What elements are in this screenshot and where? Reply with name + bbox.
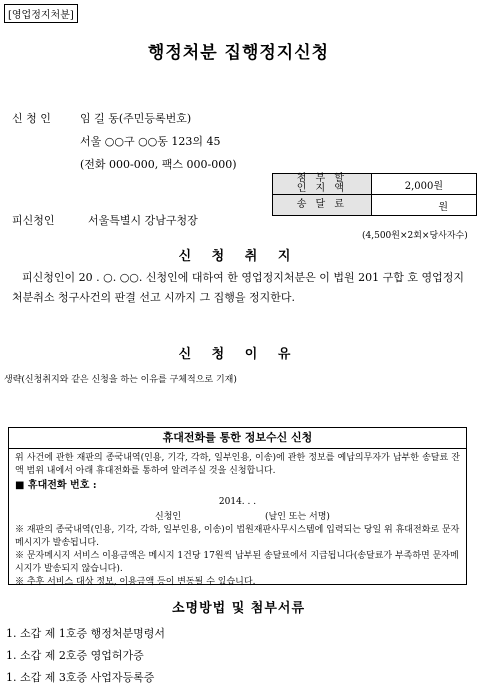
mobile-note-2: ※ 문자메시지 서비스 이용금액은 메시지 1건당 17원씩 납부된 송달료에서 지급됩니다(송달료가 부족하면 문자메시지가 발송되지 않습니다).: [15, 551, 459, 574]
purpose-heading: 신 청 취 지: [178, 249, 299, 264]
evidence-item: 1. 소갑 제 1호증 행정처분명령서: [6, 627, 165, 640]
stamp-fee-label-line2: 인 지 액: [296, 183, 348, 194]
mobile-notification-body: [15, 452, 460, 589]
reason-text: 생략(신청취지와 같은 신청을 하는 이유를 구체적으로 기재): [4, 375, 237, 385]
fee-row-service: [273, 195, 477, 216]
document-type-tag: [영업정지처분]: [4, 4, 78, 23]
respondent-label: 피신청인: [12, 214, 55, 227]
stamp-fee-value: 2,000원: [371, 174, 476, 195]
document-title: 행정처분 집행정지신청: [147, 43, 330, 63]
mobile-note-3: ※ 추후 서비스 대상 정보, 이용금액 등이 변동될 수 있습니다.: [15, 577, 256, 587]
signer-label: 신청인: [155, 512, 182, 522]
respondent-name: 서울특별시 강남구청장: [88, 214, 198, 227]
reason-heading: 신 청 이 유: [178, 347, 299, 362]
applicant-contact: (전화 000-000, 팩스 000-000): [80, 158, 237, 171]
seal-note: (날인 또는 서명): [265, 512, 330, 522]
evidence-heading: 소명방법 및 첨부서류: [171, 601, 306, 616]
evidence-item: 1. 소갑 제 3호증 사업자등록증: [6, 671, 155, 684]
applicant-name: 임 길 동(주민등록번호): [80, 112, 192, 125]
phone-number-label: ■ 휴대전화 번호 :: [15, 480, 97, 491]
fee-row-stamp: [273, 174, 477, 195]
stamp-fee-label-line1: 첨 부 할: [296, 173, 348, 184]
applicant-address: 서울 ○○구 ○○동 123의 45: [80, 135, 221, 148]
mobile-intro: 위 사건에 관한 재판의 종국내역(인용, 기각, 각하, 일부인용, 이송)에 관한 정보를 예납의무자가 납부한 송달료 잔액 범위 내에서 아래 휴대전화를 통하여 알려주실 것을 신청합니다.: [15, 453, 460, 476]
evidence-item: 1. 소갑 제 2호증 영업허가증: [6, 649, 144, 662]
purpose-text: 피신청인이 20 . ○. ○○. 신청인에 대하여 한 영업정지처분은 이 법원 201 구합 호 영업정지처분취소 청구사건의 판결 선고 시까지 그 집행을 정지한다.: [12, 271, 465, 304]
signature-line: [15, 511, 460, 524]
stamp-fee-label: [273, 174, 372, 195]
service-fee-value: 원: [371, 195, 476, 216]
service-fee-note: (4,500원×2회×당사자수): [362, 231, 468, 241]
signing-date: 2014. . .: [218, 497, 257, 507]
service-fee-label: 송 달 료: [273, 195, 372, 216]
mobile-notification-heading: 휴대전화를 통한 정보수신 신청: [9, 428, 466, 449]
fee-table: [272, 173, 477, 216]
mobile-note-1: ※ 재판의 종국내역(인용, 기각, 각하, 일부인용, 이송)이 법원재판사무시스템에 입력되는 당일 위 휴대전화로 문자메시지가 발송됩니다.: [15, 525, 460, 548]
mobile-notification-box: [8, 427, 467, 585]
applicant-label: 신 청 인: [12, 112, 51, 125]
